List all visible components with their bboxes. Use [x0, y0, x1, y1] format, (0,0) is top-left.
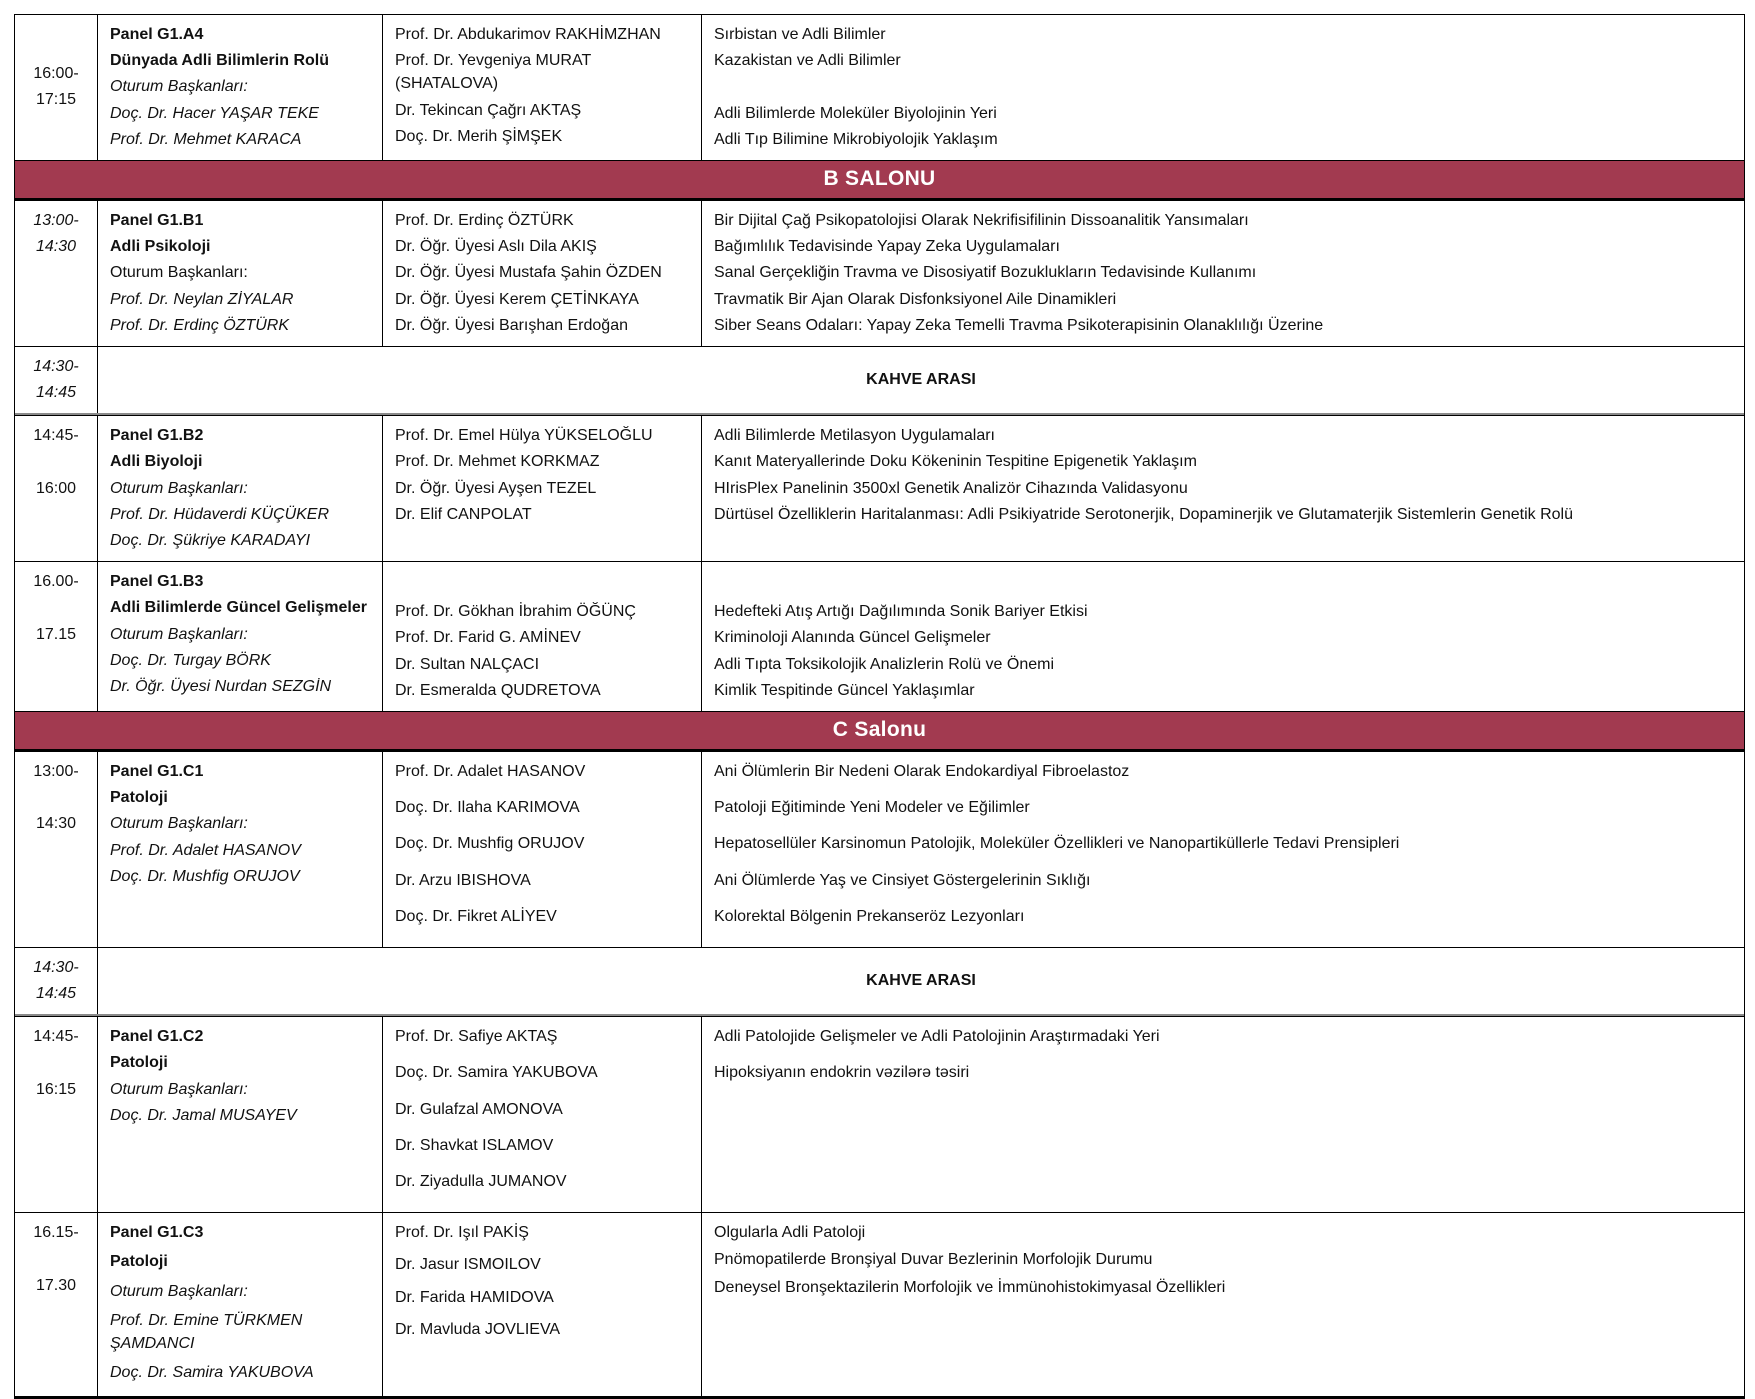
coffee-break-label: KAHVE ARASI — [97, 948, 1744, 1014]
panel-info-cell — [97, 15, 382, 160]
panel-heading: Dünyada Adli Bilimlerin Rolü — [110, 52, 329, 70]
section-header-row — [15, 711, 1744, 751]
presentation-title: Kimlik Tespitinde Güncel Yaklaşımlar — [714, 681, 975, 699]
session-chairs-heading: Oturum Başkanları: — [110, 625, 248, 643]
panel-info-cell — [97, 752, 382, 947]
presentation-title: Adli Bilimlerde Metilasyon Uygulamaları — [714, 427, 995, 445]
session-time: 17:15 — [35, 91, 77, 109]
speaker-name: Doç. Dr. Ilaha KARIMOVA — [395, 799, 580, 817]
session-time: 13:00- — [33, 211, 79, 229]
panel-heading: Adli Psikoloji — [110, 238, 211, 256]
presentation-titles-cell — [701, 416, 1744, 561]
presentation-title: Ani Ölümlerde Yaş ve Cinsiyet Göstergelerinin Sıklığı — [714, 871, 1091, 889]
session-chair-name: Doç. Dr. Turgay BÖRK — [110, 651, 271, 669]
presentation-title: Sırbistan ve Adli Bilimler — [714, 26, 886, 43]
session-time-cell — [15, 1017, 97, 1212]
session-time-cell — [15, 15, 97, 160]
speaker-name: Dr. Öğr. Üyesi Kerem ÇETİNKAYA — [395, 290, 639, 308]
presentation-title: Adli Patolojide Gelişmeler ve Adli Patolojinin Araştırmadaki Yeri — [714, 1028, 1160, 1046]
session-time: 14:45 — [35, 985, 77, 1003]
speaker-name: Prof. Dr. Erdinç ÖZTÜRK — [395, 211, 574, 229]
session-time-cell — [15, 752, 97, 947]
panel-heading: Patoloji — [110, 789, 168, 807]
session-chair-name: Dr. Öğr. Üyesi Nurdan SEZGİN — [110, 677, 332, 695]
presentation-titles-cell — [701, 1213, 1744, 1396]
presentation-title: Hedefteki Atış Artığı Dağılımında Sonik Bariyer Etkisi — [714, 603, 1088, 621]
speaker-name: Doç. Dr. Fikret ALİYEV — [395, 907, 557, 925]
session-time-cell — [15, 416, 97, 561]
session-time: 14:30- — [33, 958, 79, 976]
presentation-title: Kriminoloji Alanında Güncel Gelişmeler — [714, 629, 991, 647]
coffee-break-row — [15, 346, 1744, 415]
speakers-cell — [382, 562, 701, 711]
section-header-row — [15, 160, 1744, 200]
presentation-title: Patoloji Eğitiminde Yeni Modeler ve Eğilimler — [714, 799, 1030, 817]
panel-heading: Patoloji — [110, 1054, 168, 1072]
session-time-cell — [15, 201, 97, 346]
speakers-cell — [382, 416, 701, 561]
speaker-name: Doç. Dr. Samira YAKUBOVA — [395, 1064, 598, 1082]
session-time-cell — [15, 562, 97, 711]
presentation-titles-cell — [701, 15, 1744, 160]
presentation-title: Olgularla Adli Patoloji — [714, 1224, 866, 1242]
session-chairs-heading: Oturum Başkanları: — [110, 264, 248, 282]
presentation-title: Sanal Gerçekliğin Travma ve Disosiyatif Bozuklukların Tedavisinde Kullanımı — [714, 264, 1257, 282]
speaker-name: Prof. Dr. Mehmet KORKMAZ — [395, 453, 600, 471]
session-time: 14:30- — [33, 357, 79, 375]
panel-heading: Panel G1.C1 — [110, 762, 204, 780]
speaker-name: Doç. Dr. Mushfig ORUJOV — [395, 835, 585, 853]
session-chair-name: Prof. Dr. Erdinç ÖZTÜRK — [110, 316, 289, 334]
panel-heading: Panel G1.B1 — [110, 211, 204, 229]
break-time-cell — [15, 948, 97, 1014]
speaker-name: Dr. Ziyadulla JUMANOV — [395, 1173, 567, 1190]
presentation-title: Adli Tıpta Toksikolojik Analizlerin Rolü ve Önemi — [714, 655, 1055, 673]
session-time: 16.00- — [33, 573, 79, 591]
speaker-name: Dr. Shavkat ISLAMOV — [395, 1136, 554, 1154]
speaker-name: Dr. Tekincan Çağrı AKTAŞ — [395, 101, 582, 119]
session-time — [19, 1247, 93, 1270]
session-time: 14:30 — [35, 815, 77, 833]
session-chair-name: Prof. Dr. Mehmet KARACA — [110, 130, 302, 148]
session-time — [19, 786, 93, 809]
speakers-cell — [382, 1213, 701, 1396]
presentation-titles-cell — [701, 752, 1744, 947]
presentation-titles-cell — [701, 201, 1744, 346]
session-chair-name: Prof. Dr. Hüdaverdi KÜÇÜKER — [110, 505, 330, 523]
coffee-break-row — [15, 947, 1744, 1016]
session-time: 16:00- — [33, 65, 79, 83]
panel-heading: Patoloji — [110, 1253, 168, 1271]
panel-session-row — [15, 1016, 1744, 1212]
speaker-name: Prof. Dr. Yevgeniya MURAT (SHATALOVA) — [395, 52, 591, 93]
section-header-label: B SALONU — [823, 167, 936, 191]
section-header-label: C Salonu — [832, 718, 927, 742]
speaker-name: Dr. Gulafzal AMONOVA — [395, 1100, 563, 1118]
session-time: 16.15- — [33, 1224, 79, 1242]
presentation-title: Hepatosellüler Karsinomun Patolojik, Moleküler Özellikleri ve Nanopartiküllerle Tedavi Prensipleri — [714, 835, 1400, 853]
speaker-name: Dr. Sultan NALÇACI — [395, 655, 540, 673]
session-chair-name: Prof. Dr. Emine TÜRKMEN ŞAMDANCI — [110, 1311, 303, 1352]
presentation-title: Siber Seans Odaları: Yapay Zeka Temelli Travma Psikoterapisinin Olanaklılığı Üzerine — [714, 316, 1324, 334]
session-chairs-heading: Oturum Başkanları: — [110, 78, 248, 96]
session-time: 14:45- — [33, 427, 79, 445]
session-time — [19, 1051, 93, 1074]
presentation-titles-cell — [701, 1017, 1744, 1212]
panel-info-cell — [97, 201, 382, 346]
presentation-title: Adli Tıp Bilimine Mikrobiyolojik Yaklaşım — [714, 130, 998, 148]
session-time: 16:15 — [35, 1080, 77, 1098]
session-chairs-heading: Oturum Başkanları: — [110, 1080, 248, 1098]
panel-heading: Panel G1.C2 — [110, 1028, 204, 1046]
panel-heading: Panel G1.B2 — [110, 427, 204, 445]
conference-schedule-table — [14, 14, 1745, 1399]
speaker-name: Prof. Dr. Işıl PAKİŞ — [395, 1224, 529, 1242]
presentation-title: Kazakistan ve Adli Bilimler — [714, 52, 901, 70]
session-time: 14:45 — [35, 384, 77, 402]
panel-heading: Panel G1.C3 — [110, 1224, 204, 1242]
session-chairs-heading: Oturum Başkanları: — [110, 1282, 248, 1300]
coffee-break-label: KAHVE ARASI — [97, 347, 1744, 413]
speaker-name: Doç. Dr. Merih ŞİMŞEK — [395, 127, 563, 145]
presentation-title: HIrisPlex Panelinin 3500xl Genetik Analizör Cihazında Validasyonu — [714, 479, 1188, 497]
speakers-cell — [382, 752, 701, 947]
presentation-title: Hipoksiyanın endokrin vəzilərə təsiri — [714, 1064, 970, 1082]
presentation-title: Travmatik Bir Ajan Olarak Disfonksiyonel Aile Dinamikleri — [714, 290, 1117, 308]
speaker-name: Dr. Arzu IBISHOVA — [395, 871, 531, 889]
presentation-titles-cell — [701, 562, 1744, 711]
panel-session-row — [15, 561, 1744, 711]
presentation-title: Adli Bilimlerde Moleküler Biyolojinin Yeri — [714, 104, 997, 122]
panel-info-cell — [97, 416, 382, 561]
panel-info-cell — [97, 1213, 382, 1396]
session-chairs-heading: Oturum Başkanları: — [110, 815, 248, 833]
speaker-name: Dr. Öğr. Üyesi Mustafa Şahin ÖZDEN — [395, 264, 662, 282]
session-chair-name: Doç. Dr. Şükriye KARADAYI — [110, 532, 311, 549]
session-chair-name: Doç. Dr. Mushfig ORUJOV — [110, 867, 300, 885]
presentation-title — [714, 75, 1734, 98]
speakers-cell — [382, 201, 701, 346]
speaker-name: Dr. Öğr. Üyesi Ayşen TEZEL — [395, 479, 597, 497]
panel-heading: Adli Bilimlerde Güncel Gelişmeler — [110, 599, 367, 617]
session-time: 13:00- — [33, 762, 79, 780]
speakers-cell — [382, 1017, 701, 1212]
presentation-title: Ani Ölümlerin Bir Nedeni Olarak Endokardiyal Fibroelastoz — [714, 762, 1130, 780]
session-time: 16:00 — [35, 479, 77, 497]
panel-heading: Adli Biyoloji — [110, 453, 203, 471]
panel-info-cell — [97, 1017, 382, 1212]
speakers-cell — [382, 15, 701, 160]
speaker-name: Dr. Esmeralda QUDRETOVA — [395, 681, 601, 699]
presentation-title: Bağımlılık Tedavisinde Yapay Zeka Uygulamaları — [714, 238, 1060, 256]
speaker-name: Dr. Mavluda JOVLIEVA — [395, 1320, 561, 1338]
session-time: 14:30 — [35, 238, 77, 256]
session-chairs-heading: Oturum Başkanları: — [110, 479, 248, 497]
panel-session-row — [15, 15, 1744, 160]
presentation-title: Kolorektal Bölgenin Prekanseröz Lezyonları — [714, 907, 1025, 925]
session-chair-name: Doç. Dr. Hacer YAŞAR TEKE — [110, 104, 319, 122]
speaker-name: Dr. Öğr. Üyesi Aslı Dila AKIŞ — [395, 238, 597, 256]
panel-heading: Panel G1.B3 — [110, 573, 204, 591]
session-chair-name: Doç. Dr. Jamal MUSAYEV — [110, 1106, 297, 1124]
session-chair-name: Doç. Dr. Samira YAKUBOVA — [110, 1364, 314, 1382]
speaker-name: Prof. Dr. Farid G. AMİNEV — [395, 629, 581, 647]
speaker-name: Prof. Dr. Abdukarimov RAKHİMZHAN — [395, 26, 661, 43]
session-time: 14:45- — [33, 1028, 79, 1046]
panel-session-row — [15, 200, 1744, 346]
presentation-title: Kanıt Materyallerinde Doku Kökeninin Tespitine Epigenetik Yaklaşım — [714, 453, 1197, 471]
speaker-name: Dr. Öğr. Üyesi Barışhan Erdoğan — [395, 316, 628, 334]
speaker-name: Prof. Dr. Gökhan İbrahim ÖĞÜNÇ — [395, 603, 636, 621]
presentation-title: Bir Dijital Çağ Psikopatolojisi Olarak Nekrifisifilinin Dissoanalitik Yansımaları — [714, 211, 1249, 229]
speaker-name: Prof. Dr. Adalet HASANOV — [395, 762, 586, 780]
panel-session-row — [15, 751, 1744, 947]
panel-session-row — [15, 415, 1744, 561]
panel-heading: Panel G1.A4 — [110, 26, 204, 43]
session-time — [19, 596, 93, 619]
session-chair-name: Prof. Dr. Neylan ZİYALAR — [110, 290, 294, 308]
presentation-title: Dürtüsel Özelliklerin Haritalanması: Adli Psikiyatride Serotonerjik, Dopaminerjik ve Glutamaterjik Sistemlerin Genetik Rolü — [714, 505, 1573, 523]
speaker-name: Dr. Jasur ISMOILOV — [395, 1256, 541, 1274]
session-time: 17.15 — [35, 625, 77, 643]
session-time — [19, 450, 93, 473]
session-chair-name: Prof. Dr. Adalet HASANOV — [110, 841, 301, 859]
speaker-name: Dr. Farida HAMIDOVA — [395, 1288, 554, 1306]
presentation-title: Pnömopatilerde Bronşiyal Duvar Bezlerinin Morfolojik Durumu — [714, 1251, 1153, 1269]
break-time-cell — [15, 347, 97, 413]
presentation-title: Deneysel Bronşektazilerin Morfolojik ve İmmünohistokimyasal Özellikleri — [714, 1278, 1226, 1296]
session-time-cell — [15, 1213, 97, 1396]
speaker-name: Prof. Dr. Emel Hülya YÜKSELOĞLU — [395, 427, 653, 445]
speaker-name: Prof. Dr. Safiye AKTAŞ — [395, 1028, 558, 1046]
speaker-name: Dr. Elif CANPOLAT — [395, 505, 532, 523]
panel-info-cell — [97, 562, 382, 711]
session-time: 17.30 — [35, 1276, 77, 1294]
